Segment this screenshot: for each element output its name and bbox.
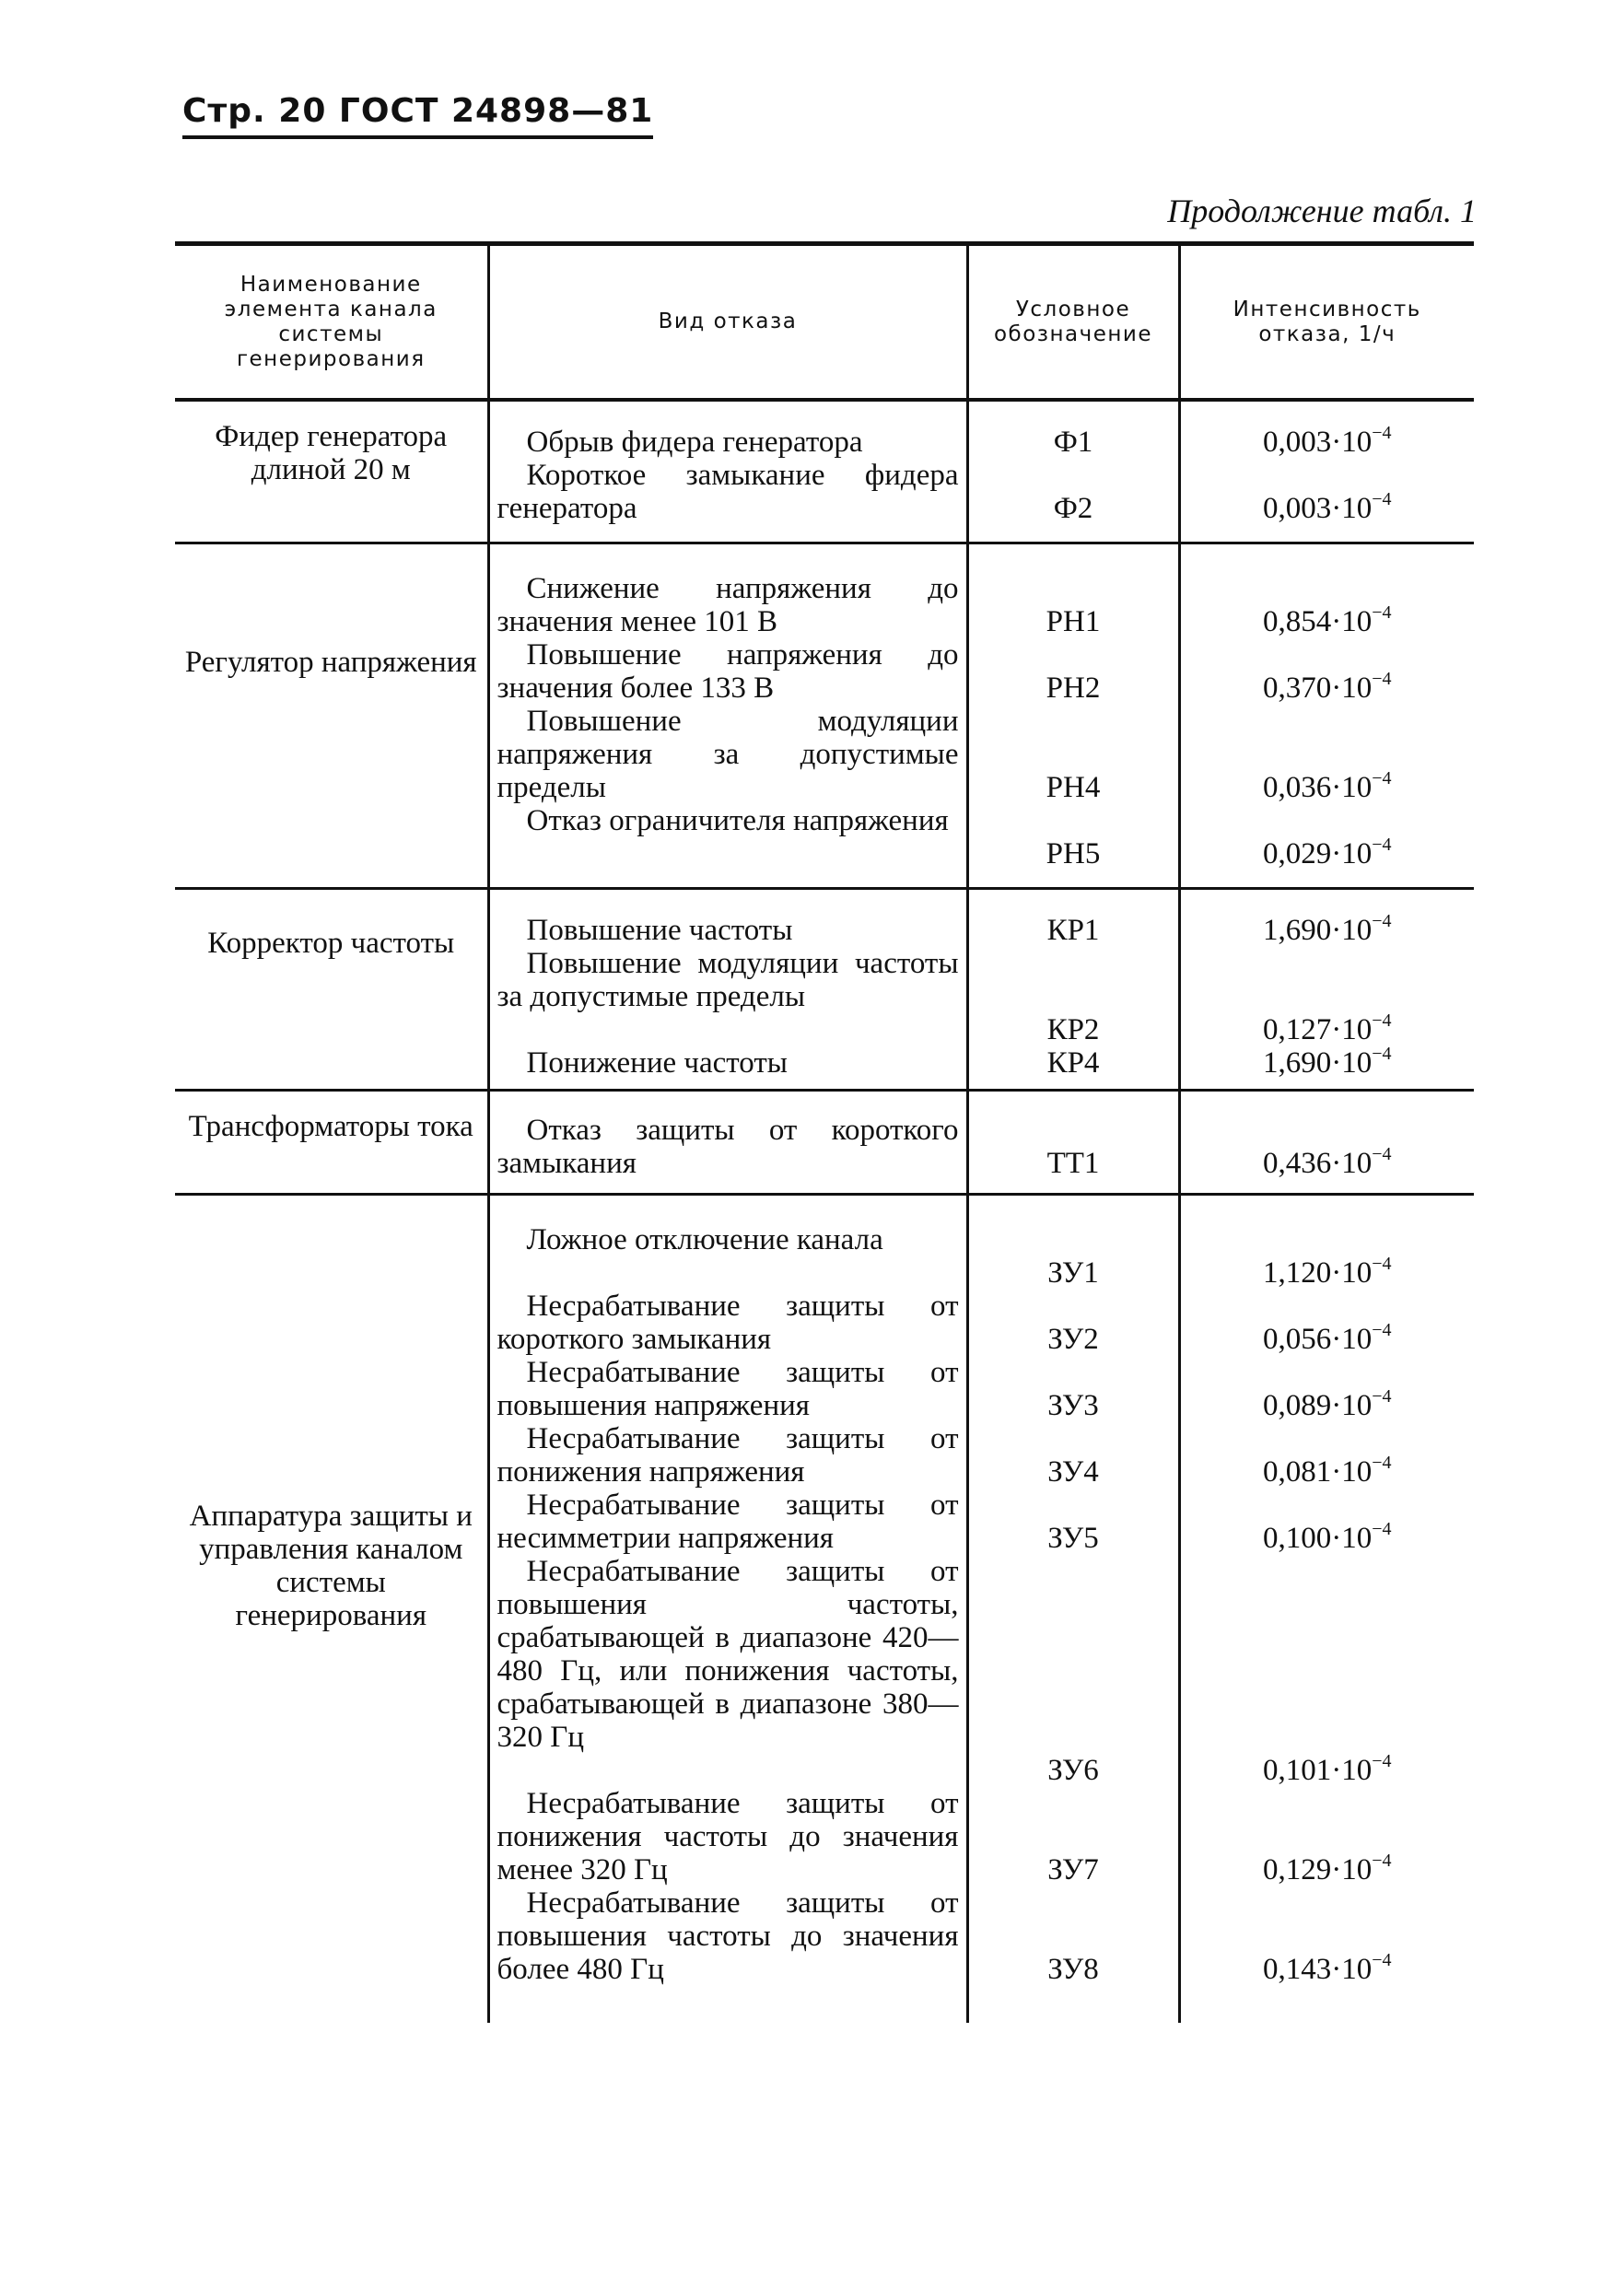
fault-description: Повышение частоты xyxy=(526,914,793,947)
failure-rate xyxy=(1188,911,1467,947)
fault-description: Ложное отключение канала xyxy=(526,1223,883,1256)
column-header-element: Наименование элемента канала системы генерирования xyxy=(175,244,488,401)
failure-rate-value: 0,036 xyxy=(1262,771,1332,804)
failure-rate xyxy=(1188,1046,1467,1080)
element-name: Трансформаторы тока xyxy=(188,1110,473,1143)
failure-rate-exponent: −4 xyxy=(1372,768,1392,788)
fault-description: Повышение модуляции частоты за допустимые пределы xyxy=(497,947,959,1013)
failure-rate-factor: ·10 xyxy=(1331,1323,1373,1356)
fault-description: Понижение частоты xyxy=(526,1046,788,1080)
failure-rate xyxy=(1188,1950,1467,1986)
rate-list-cell xyxy=(1179,1195,1474,2024)
fault-description: Несрабатывание защиты от понижения частоты до значения менее 320 Гц xyxy=(497,1787,959,1886)
fault-code: ЗУ6 xyxy=(1047,1754,1099,1787)
failure-rate-factor: ·10 xyxy=(1331,1754,1373,1787)
rate-list-cell xyxy=(1179,400,1474,543)
code-list-cell xyxy=(967,1195,1179,2024)
code-list-cell xyxy=(967,543,1179,889)
failure-rate-value: 0,056 xyxy=(1262,1323,1332,1356)
fault-rate-table xyxy=(175,241,1474,2023)
failure-rate xyxy=(1188,1256,1467,1290)
fault-description: Несрабатывание защиты от короткого замыкания xyxy=(497,1290,959,1356)
failure-rate-exponent: −4 xyxy=(1372,669,1392,689)
failure-rate-exponent: −4 xyxy=(1372,1320,1392,1340)
table-group-row xyxy=(175,1195,1474,2024)
failure-rate xyxy=(1188,1320,1467,1356)
rate-list-cell xyxy=(1179,543,1474,889)
element-name: Регулятор напряжения xyxy=(184,646,477,679)
failure-rate-value: 0,100 xyxy=(1262,1522,1332,1555)
failure-rate xyxy=(1188,1519,1467,1555)
fault-list-cell xyxy=(488,543,967,889)
failure-rate-exponent: −4 xyxy=(1372,1386,1392,1407)
fault-code: КР4 xyxy=(1046,1046,1100,1080)
failure-rate-exponent: −4 xyxy=(1372,1254,1392,1274)
page-header: Стр. 20 ГОСТ 24898—81 xyxy=(182,92,653,139)
failure-rate-exponent: −4 xyxy=(1372,1851,1392,1871)
code-list-cell xyxy=(967,1091,1179,1195)
table-header-row xyxy=(175,244,1474,401)
failure-rate-factor: ·10 xyxy=(1331,771,1373,804)
failure-rate-value: 0,003 xyxy=(1262,426,1332,459)
table-group-row xyxy=(175,1091,1474,1195)
failure-rate-value: 0,370 xyxy=(1262,672,1332,705)
fault-code: Ф1 xyxy=(1053,426,1093,459)
failure-rate-value: 0,081 xyxy=(1262,1455,1332,1489)
element-name: Корректор частоты xyxy=(207,927,455,960)
failure-rate-factor: ·10 xyxy=(1331,1953,1373,1986)
failure-rate-value: 0,129 xyxy=(1262,1853,1332,1886)
column-header-fault: Вид отказа xyxy=(488,244,967,401)
fault-description: Снижение напряжения до значения менее 101 В xyxy=(497,572,959,638)
failure-rate-factor: ·10 xyxy=(1331,1147,1373,1180)
fault-description: Обрыв фидера генератора xyxy=(526,426,863,459)
column-header-rate: Интенсивность отказа, 1/ч xyxy=(1179,244,1474,401)
fault-description: Несрабатывание защиты от несимметрии напряжения xyxy=(497,1489,959,1555)
failure-rate-factor: ·10 xyxy=(1331,426,1373,459)
failure-rate-factor: ·10 xyxy=(1331,1046,1373,1080)
code-list-cell xyxy=(967,400,1179,543)
failure-rate-exponent: −4 xyxy=(1372,1751,1392,1771)
failure-rate-factor: ·10 xyxy=(1331,1013,1373,1046)
fault-code: ЗУ1 xyxy=(1047,1256,1099,1290)
fault-code: Ф2 xyxy=(1053,492,1093,525)
fault-code: ЗУ7 xyxy=(1047,1853,1099,1886)
failure-rate-value: 1,120 xyxy=(1262,1256,1332,1290)
fault-code: РН2 xyxy=(1046,672,1101,705)
fault-description: Несрабатывание защиты от повышения частоты до значения более 480 Гц xyxy=(497,1886,959,1986)
failure-rate-exponent: −4 xyxy=(1372,911,1392,931)
fault-list-cell xyxy=(488,889,967,1091)
failure-rate-value: 0,143 xyxy=(1262,1953,1332,1986)
failure-rate-factor: ·10 xyxy=(1331,837,1373,870)
failure-rate xyxy=(1188,1455,1467,1489)
failure-rate-factor: ·10 xyxy=(1331,1389,1373,1422)
failure-rate xyxy=(1188,1751,1467,1787)
fault-list-cell xyxy=(488,1195,967,2024)
fault-code: ЗУ2 xyxy=(1047,1323,1099,1356)
failure-rate-factor: ·10 xyxy=(1331,1256,1373,1290)
failure-rate-value: 0,127 xyxy=(1262,1013,1332,1046)
table-group-row xyxy=(175,543,1474,889)
failure-rate xyxy=(1188,1010,1467,1046)
fault-list-cell xyxy=(488,400,967,543)
failure-rate xyxy=(1188,837,1467,870)
element-name-cell xyxy=(175,1195,488,2024)
failure-rate-value: 0,089 xyxy=(1262,1389,1332,1422)
failure-rate-exponent: −4 xyxy=(1372,489,1392,509)
failure-rate-exponent: −4 xyxy=(1372,1144,1392,1164)
rate-list-cell xyxy=(1179,1091,1474,1195)
failure-rate-value: 0,436 xyxy=(1262,1147,1332,1180)
failure-rate-value: 1,690 xyxy=(1262,914,1332,947)
fault-code: КР1 xyxy=(1046,914,1100,947)
failure-rate xyxy=(1188,423,1467,459)
failure-rate-value: 0,003 xyxy=(1262,492,1332,525)
element-name-cell xyxy=(175,543,488,889)
fault-list-cell xyxy=(488,1091,967,1195)
fault-description: Несрабатывание защиты от повышения частоты, срабатывающей в диапазоне 420—480 Гц, или понижения частоты, срабатывающей в диапазоне 380—320 Гц xyxy=(497,1555,959,1754)
fault-description: Несрабатывание защиты от понижения напряжения xyxy=(497,1422,959,1489)
fault-description: Несрабатывание защиты от повышения напряжения xyxy=(497,1356,959,1422)
failure-rate-exponent: −4 xyxy=(1372,1950,1392,1970)
fault-code: ТТ1 xyxy=(1046,1147,1100,1180)
failure-rate xyxy=(1188,669,1467,705)
failure-rate-factor: ·10 xyxy=(1331,492,1373,525)
column-header-code: Условное обозначение xyxy=(967,244,1179,401)
fault-code: РН5 xyxy=(1046,837,1101,870)
fault-code: РН1 xyxy=(1046,605,1101,638)
failure-rate-value: 1,690 xyxy=(1262,1046,1332,1080)
table-group-row xyxy=(175,889,1474,1091)
rate-list-cell xyxy=(1179,889,1474,1091)
failure-rate-exponent: −4 xyxy=(1372,602,1392,623)
table-caption: Продолжение табл. 1 xyxy=(1167,193,1477,229)
failure-rate xyxy=(1188,489,1467,525)
failure-rate-exponent: −4 xyxy=(1372,1010,1392,1031)
failure-rate-value: 0,101 xyxy=(1262,1754,1332,1787)
element-name-cell xyxy=(175,1091,488,1195)
failure-rate-value: 0,854 xyxy=(1262,605,1332,638)
fault-description: Отказ ограничителя напряжения xyxy=(526,804,949,837)
element-name-cell xyxy=(175,889,488,1091)
failure-rate-exponent: −4 xyxy=(1372,1044,1392,1064)
failure-rate-factor: ·10 xyxy=(1331,914,1373,947)
element-name: Фидер генератора длиной 20 м xyxy=(215,420,448,486)
failure-rate-exponent: −4 xyxy=(1372,423,1392,443)
failure-rate-exponent: −4 xyxy=(1372,835,1392,855)
element-name: Аппаратура защиты и управления каналом системы генерирования xyxy=(189,1500,473,1632)
element-name-cell xyxy=(175,400,488,543)
failure-rate-factor: ·10 xyxy=(1331,605,1373,638)
failure-rate xyxy=(1188,1144,1467,1180)
failure-rate xyxy=(1188,1386,1467,1422)
fault-code: ЗУ3 xyxy=(1047,1389,1099,1422)
fault-code: РН4 xyxy=(1046,771,1101,804)
fault-code: ЗУ4 xyxy=(1047,1455,1099,1489)
fault-description: Отказ защиты от короткого замыкания xyxy=(497,1114,959,1180)
failure-rate-factor: ·10 xyxy=(1331,1455,1373,1489)
fault-description: Короткое замыкание фидера генератора xyxy=(497,459,959,525)
failure-rate-factor: ·10 xyxy=(1331,1853,1373,1886)
failure-rate-factor: ·10 xyxy=(1331,672,1373,705)
failure-rate-factor: ·10 xyxy=(1331,1522,1373,1555)
fault-code: ЗУ8 xyxy=(1047,1953,1099,1986)
fault-code: КР2 xyxy=(1046,1013,1100,1046)
fault-description: Повышение модуляции напряжения за допустимые пределы xyxy=(497,705,959,804)
failure-rate xyxy=(1188,602,1467,638)
fault-description: Повышение напряжения до значения более 133 В xyxy=(497,638,959,705)
failure-rate xyxy=(1188,1853,1467,1886)
failure-rate-exponent: −4 xyxy=(1372,1453,1392,1473)
code-list-cell xyxy=(967,889,1179,1091)
failure-rate-exponent: −4 xyxy=(1372,1519,1392,1539)
fault-code: ЗУ5 xyxy=(1047,1522,1099,1555)
table-group-row xyxy=(175,400,1474,543)
failure-rate-value: 0,029 xyxy=(1262,837,1332,870)
failure-rate xyxy=(1188,768,1467,804)
